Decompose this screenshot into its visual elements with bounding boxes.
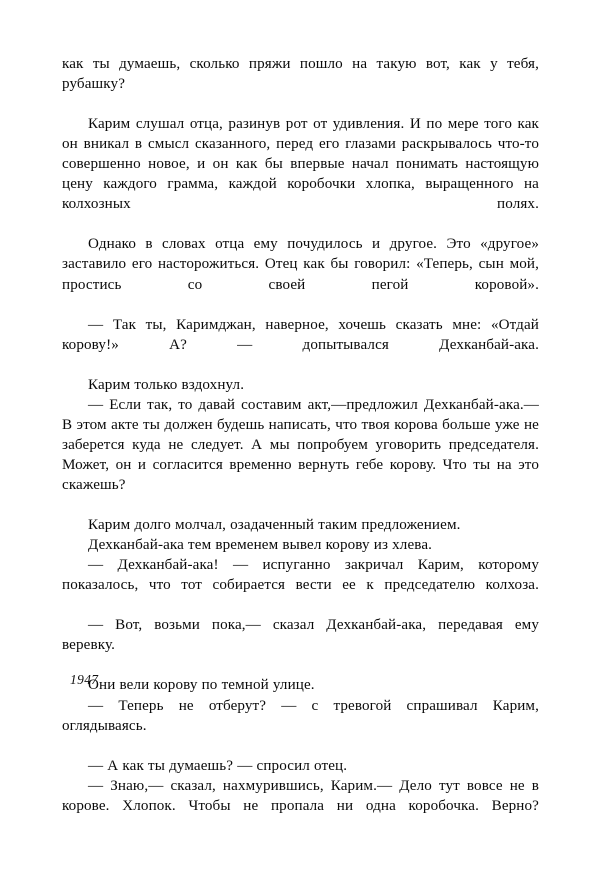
paragraph-10: — Вот, возьми пока,— сказал Дехканбай-ака, передавая ему веревку. bbox=[62, 617, 539, 654]
paragraph-9: — Дехканбай-ака! — испуганно закричал Карим, которому показалось, что тот собирается вести ее к председателю колхоза. bbox=[62, 557, 539, 594]
paragraph-14: — Знаю,— сказал, нахмурившись, Карим.— Дело тут вовсе не в корове. Хлопок. Чтобы не пропала ни одна коробочка. Верно? bbox=[62, 777, 539, 814]
paragraph-1: как ты думаешь, сколько пряжи пошло на такую вот, как у тебя, рубашку? bbox=[62, 56, 539, 93]
paragraph-12: — Теперь не отберут? — с тревогой спрашивал Карим, оглядываясь. bbox=[62, 697, 539, 734]
paragraph-8: Дехканбай-ака тем временем вывел корову из хлева. bbox=[88, 537, 433, 554]
paragraph-2: Карим слушал отца, разинув рот от удивления. И по мере того как он вникал в смысл сказанного, перед его глазами раскрывалось что-то совершенно новое, и он как бы впервые начал понимать настоящую цену каждого грамма, каждой коробочки хлопка, выращенного на колхозных полях. bbox=[62, 116, 539, 213]
paragraph-11: Они вели корову по темной улице. bbox=[88, 677, 315, 694]
paragraph-13: — А как ты думаешь? — спросил отец. bbox=[88, 757, 348, 774]
body-text-column bbox=[62, 54, 539, 836]
paragraph-5: Карим только вздохнул. bbox=[88, 376, 245, 393]
date-line: 1947 bbox=[70, 672, 99, 687]
paragraph-3: Однако в словах отца ему почудилось и другое. Это «другое» заставило его насторожиться. Отец как бы говорил: «Теперь, сын мой, простись со своей пегой коровой». bbox=[62, 236, 539, 293]
paragraph-4: — Так ты, Каримджан, наверное, хочешь сказать мне: «Отдай корову!» А? — допытывался Дехканбай-ака. bbox=[62, 316, 539, 353]
paragraph-7: Карим долго молчал, озадаченный таким предложением. bbox=[88, 517, 461, 534]
paragraph-6: — Если так, то давай составим акт,—предложил Дехканбай-ака.— В этом акте ты должен будешь написать, что твоя корова больше уже не заберется куда не следует. А мы попробуем уговорить председателя. Может, он и согласится временно вернуть гебе корову. Что ты на это скажешь? bbox=[62, 396, 539, 493]
